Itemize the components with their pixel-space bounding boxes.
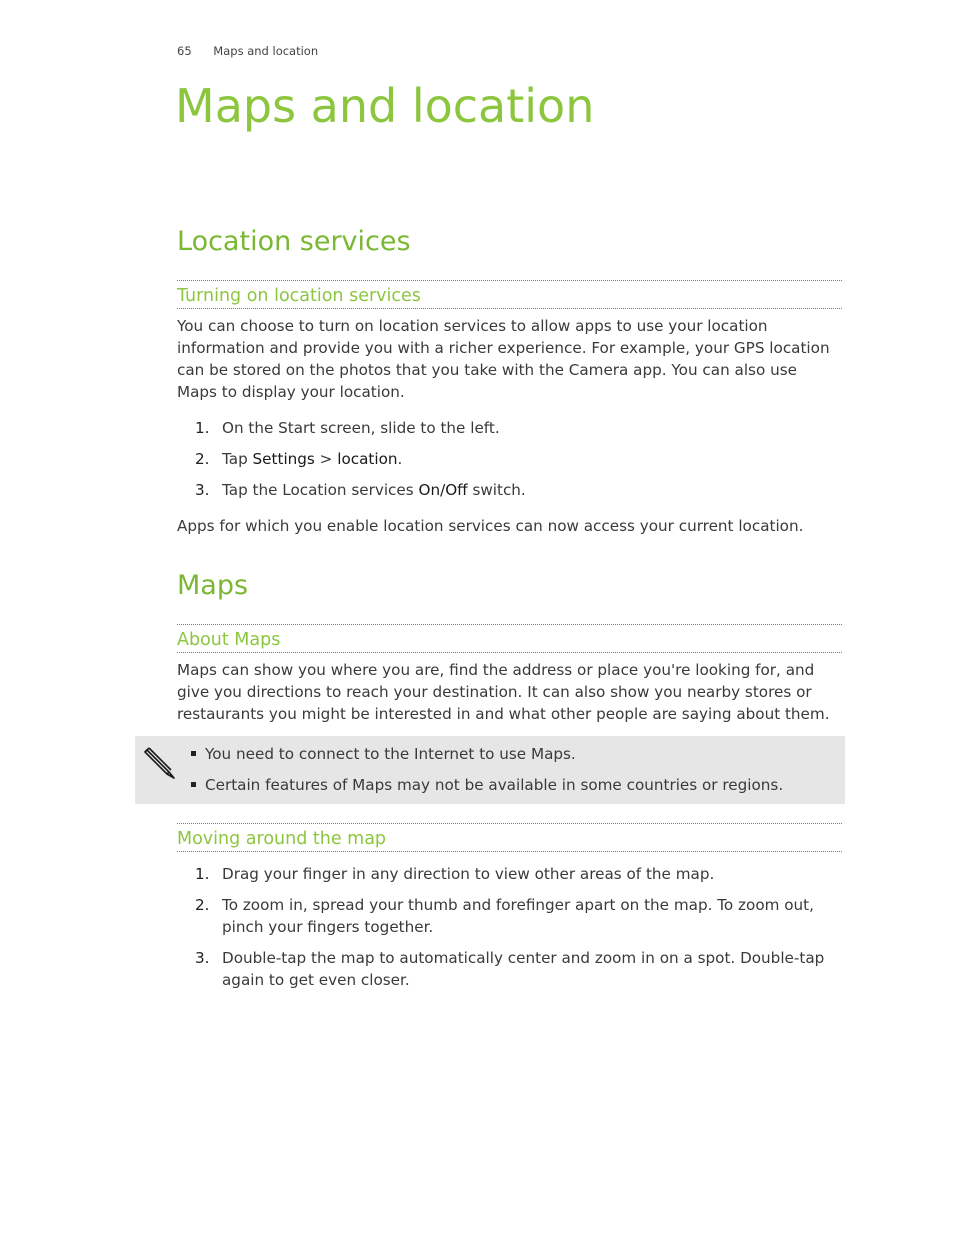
note-list: [191, 743, 783, 805]
subheading-turning-on-location-services: Turning on location services: [177, 280, 842, 309]
about-maps-paragraph: [177, 659, 847, 725]
step-text-part: Tap: [222, 450, 253, 468]
list-item: [177, 417, 847, 439]
note-item: [191, 743, 783, 765]
paragraph-line: You can choose to turn on location services to allow apps to use your location: [177, 317, 768, 335]
note-text: You need to connect to the Internet to use Maps.: [205, 745, 576, 763]
list-item: [177, 448, 847, 470]
running-header: [177, 44, 318, 58]
moving-steps-list: [177, 863, 847, 1000]
paragraph-line: Apps for which you enable location services can now access your current location.: [177, 517, 804, 535]
paragraph-line: can be stored on the photos that you take with the Camera app. You can also use: [177, 361, 797, 379]
note-item: [191, 774, 783, 796]
on-off-term: On/Off: [418, 481, 468, 499]
step-text: [222, 479, 847, 501]
step-text-part: .: [397, 450, 403, 468]
list-item: [177, 894, 847, 938]
step-text: To zoom in, spread your thumb and forefinger apart on the map. To zoom out,: [222, 896, 814, 914]
location-outro-paragraph: [177, 515, 847, 537]
section-heading-location-services: Location services: [177, 226, 411, 257]
step-number: 2.: [195, 896, 210, 914]
step-text-part: Tap the Location services: [222, 481, 419, 499]
step-number: 3.: [195, 481, 210, 499]
running-title: Maps and location: [213, 44, 319, 58]
pencil-icon: [143, 746, 177, 780]
page-number: 65: [177, 44, 192, 58]
step-number: 3.: [195, 949, 210, 967]
settings-term: Settings: [252, 450, 315, 468]
step-number: 2.: [195, 450, 210, 468]
step-number: 1.: [195, 865, 210, 883]
step-text-part: >: [314, 450, 338, 468]
paragraph-line: information and provide you with a richer experience. For example, your GPS location: [177, 339, 830, 357]
step-number: 1.: [195, 419, 210, 437]
list-item: [177, 479, 847, 501]
step-text: On the Start screen, slide to the left.: [222, 419, 500, 437]
paragraph-line: Maps to display your location.: [177, 383, 405, 401]
location-steps-list: [177, 417, 847, 510]
subheading-about-maps: About Maps: [177, 624, 842, 653]
paragraph-line: restaurants you might be interested in and what other people are saying about them.: [177, 705, 830, 723]
note-box: [135, 736, 845, 804]
step-text: Double-tap the map to automatically center and zoom in on a spot. Double-tap: [222, 949, 825, 967]
chapter-title: Maps and location: [175, 79, 595, 133]
step-text-part: switch.: [467, 481, 526, 499]
subheading-moving-around-the-map: Moving around the map: [177, 823, 842, 852]
step-text: Drag your finger in any direction to view other areas of the map.: [222, 865, 715, 883]
list-item: [177, 947, 847, 991]
section-heading-maps: Maps: [177, 570, 249, 601]
step-text: again to get even closer.: [222, 971, 410, 989]
bullet-icon: [191, 751, 196, 756]
step-text: [222, 448, 847, 470]
bullet-icon: [191, 782, 196, 787]
paragraph-line: Maps can show you where you are, find the address or place you're looking for, and: [177, 661, 815, 679]
note-text: Certain features of Maps may not be available in some countries or regions.: [205, 776, 784, 794]
paragraph-line: give you directions to reach your destination. It can also show you nearby stores or: [177, 683, 812, 701]
location-intro-paragraph: [177, 315, 847, 403]
list-item: [177, 863, 847, 885]
step-text: pinch your fingers together.: [222, 918, 434, 936]
location-term: location: [337, 450, 398, 468]
